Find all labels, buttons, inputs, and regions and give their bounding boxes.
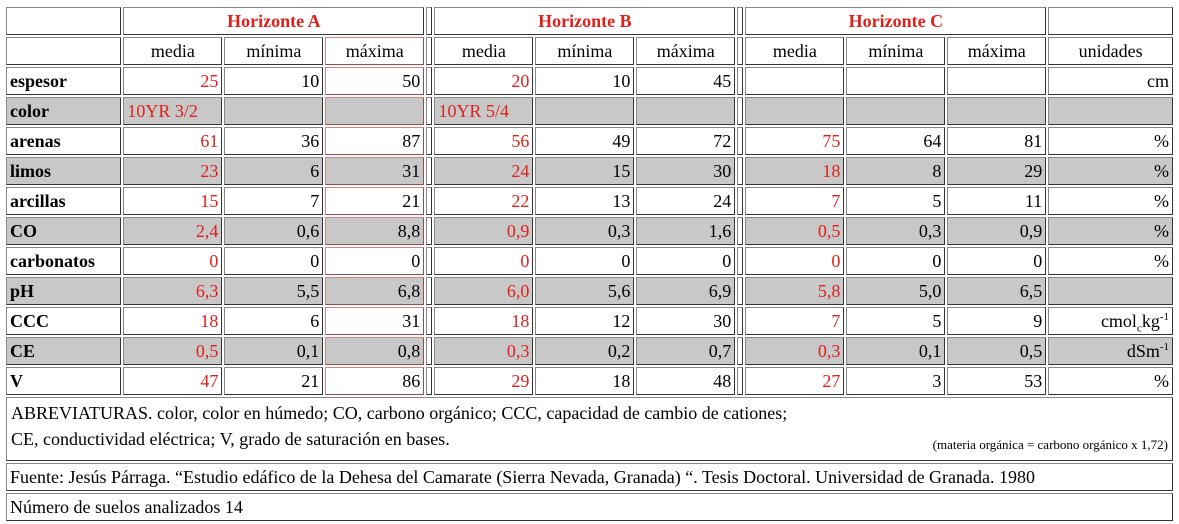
column-separator [737, 307, 743, 335]
header-media-c: media [745, 37, 844, 65]
header-minima-c: mínima [846, 37, 945, 65]
cell-a-media: 0 [123, 247, 222, 275]
row-label: color [6, 97, 121, 125]
cell-c-maxima: 81 [947, 127, 1046, 155]
row-label: carbonatos [6, 247, 121, 275]
abbreviations-line-1: ABREVIATURAS. color, color en húmedo; CO, carbono orgánico; CCC, capacidad de cambio de cationes; [11, 403, 788, 423]
header-minima-b: mínima [535, 37, 634, 65]
header-unidades: unidades [1048, 37, 1173, 65]
cell-b-maxima: 0 [636, 247, 735, 275]
cell-c-media [745, 97, 844, 125]
cell-a-media: 10YR 3/2 [123, 97, 222, 125]
column-separator [737, 247, 743, 275]
cell-b-maxima: 0,7 [636, 337, 735, 365]
cell-b-media: 0,3 [434, 337, 533, 365]
header-media-a: media [123, 37, 222, 65]
header-media-b: media [434, 37, 533, 65]
cell-c-maxima: 9 [947, 307, 1046, 335]
cell-c-minima: 5 [846, 187, 945, 215]
table-row-arcillas [6, 187, 1173, 215]
cell-a-minima: 0,6 [224, 217, 323, 245]
source-year: 1980 [999, 467, 1036, 487]
column-separator [426, 37, 432, 65]
cell-b-media: 6,0 [434, 277, 533, 305]
column-separator [426, 277, 432, 305]
horizon-c-header: Horizonte C [745, 7, 1046, 35]
column-separator [426, 367, 432, 395]
column-separator [426, 127, 432, 155]
unit-ccc-sup: -1 [1159, 311, 1169, 323]
cell-c-minima [846, 67, 945, 95]
row-label: arcillas [6, 187, 121, 215]
unit-ccc-sub: c [1136, 322, 1142, 335]
cell-a-media: 61 [123, 127, 222, 155]
cell-a-maxima: 31 [325, 157, 424, 185]
cell-c-maxima: 0 [947, 247, 1046, 275]
source-row [6, 463, 1173, 491]
abbreviations-line-2: CE, conductividad eléctrica; V, grado de saturación en bases. [11, 429, 450, 449]
cell-c-media: 18 [745, 157, 844, 185]
cell-c-maxima: 6,5 [947, 277, 1046, 305]
unit-cell: % [1048, 367, 1173, 395]
cell-b-maxima: 72 [636, 127, 735, 155]
cell-b-media: 0,9 [434, 217, 533, 245]
row-label: espesor [6, 67, 121, 95]
cell-c-media: 5,8 [745, 277, 844, 305]
unit-cell [1048, 277, 1173, 305]
cell-b-media: 56 [434, 127, 533, 155]
cell-a-maxima: 50 [325, 67, 424, 95]
unit-cell: % [1048, 157, 1173, 185]
cell-b-media: 22 [434, 187, 533, 215]
cell-b-media: 20 [434, 67, 533, 95]
cell-a-minima: 0 [224, 247, 323, 275]
cell-b-minima: 15 [535, 157, 634, 185]
cell-c-minima: 5,0 [846, 277, 945, 305]
column-separator [737, 157, 743, 185]
cell-b-maxima: 24 [636, 187, 735, 215]
cell-b-maxima: 1,6 [636, 217, 735, 245]
cell-b-minima: 12 [535, 307, 634, 335]
source-cell [6, 463, 1173, 491]
table-row-espesor [6, 67, 1173, 95]
cell-a-maxima [325, 97, 424, 125]
cell-c-minima: 0,1 [846, 337, 945, 365]
cell-c-media: 27 [745, 367, 844, 395]
cell-a-media: 25 [123, 67, 222, 95]
units-corner-cell [1048, 7, 1173, 35]
soil-data-table [4, 5, 1175, 523]
unit-cell: % [1048, 127, 1173, 155]
column-separator [737, 37, 743, 65]
row-label: CO [6, 217, 121, 245]
cell-a-media: 6,3 [123, 277, 222, 305]
column-separator [426, 187, 432, 215]
unit-ccc-base: cmol [1100, 311, 1137, 331]
cell-b-media: 10YR 5/4 [434, 97, 533, 125]
unit-cell [1048, 307, 1173, 335]
table-row-v [6, 367, 1173, 395]
cell-a-media: 47 [123, 367, 222, 395]
column-separator [426, 7, 432, 35]
source-text: Fuente: Jesús Párraga. “Estudio edáfico de la Dehesa del Camarate (Sierra Nevada, Granada) “. Tesis Doctoral. Universidad de Granada. [10, 467, 995, 487]
cell-b-minima: 18 [535, 367, 634, 395]
cell-c-media: 0,5 [745, 217, 844, 245]
cell-a-minima: 0,1 [224, 337, 323, 365]
cell-c-media: 7 [745, 187, 844, 215]
column-separator [737, 97, 743, 125]
unit-cell: % [1048, 217, 1173, 245]
cell-a-media: 15 [123, 187, 222, 215]
unit-ce-sup: -1 [1159, 341, 1169, 353]
cell-c-minima: 0,3 [846, 217, 945, 245]
cell-a-maxima: 0,8 [325, 337, 424, 365]
cell-c-media: 7 [745, 307, 844, 335]
cell-c-maxima: 0,5 [947, 337, 1046, 365]
cell-c-maxima: 11 [947, 187, 1046, 215]
row-label: arenas [6, 127, 121, 155]
header-minima-a: mínima [224, 37, 323, 65]
horizon-a-header: Horizonte A [123, 7, 424, 35]
column-separator [737, 187, 743, 215]
cell-a-media: 18 [123, 307, 222, 335]
row-label: pH [6, 277, 121, 305]
table-row-color [6, 97, 1173, 125]
unit-cell: % [1048, 247, 1173, 275]
cell-a-maxima: 8,8 [325, 217, 424, 245]
column-separator [426, 67, 432, 95]
cell-a-minima [224, 97, 323, 125]
column-separator [737, 367, 743, 395]
cell-b-minima: 0 [535, 247, 634, 275]
header-maxima-b: máxima [636, 37, 735, 65]
cell-a-media: 0,5 [123, 337, 222, 365]
soil-count: Número de suelos analizados 14 [6, 493, 1173, 521]
cell-b-minima: 0,3 [535, 217, 634, 245]
table-row-carbonatos [6, 247, 1173, 275]
cell-c-media: 0,3 [745, 337, 844, 365]
column-separator [426, 217, 432, 245]
column-separator [737, 127, 743, 155]
cell-a-maxima: 87 [325, 127, 424, 155]
column-separator [426, 157, 432, 185]
cell-c-maxima: 29 [947, 157, 1046, 185]
cell-b-media: 29 [434, 367, 533, 395]
unit-cell [1048, 337, 1173, 365]
cell-a-minima: 10 [224, 67, 323, 95]
cell-a-minima: 5,5 [224, 277, 323, 305]
cell-a-minima: 36 [224, 127, 323, 155]
organic-matter-note: (materia orgánica = carbono orgánico x 1,72) [932, 437, 1168, 452]
unit-ccc-mid: kg [1141, 311, 1160, 331]
unit-cell [1048, 97, 1173, 125]
column-separator [737, 67, 743, 95]
abbreviations-line-2-wrap [11, 426, 1168, 452]
cell-c-minima [846, 97, 945, 125]
cell-c-maxima: 53 [947, 367, 1046, 395]
table-row-ce [6, 337, 1173, 365]
cell-a-minima: 21 [224, 367, 323, 395]
cell-a-minima: 7 [224, 187, 323, 215]
cell-a-media: 23 [123, 157, 222, 185]
table-row-ph [6, 277, 1173, 305]
cell-b-media: 24 [434, 157, 533, 185]
corner-cell [6, 37, 121, 65]
cell-c-maxima [947, 67, 1046, 95]
cell-b-media: 18 [434, 307, 533, 335]
abbreviations-row [6, 397, 1173, 461]
column-separator [737, 277, 743, 305]
horizon-b-header: Horizonte B [434, 7, 735, 35]
row-label: limos [6, 157, 121, 185]
horizon-header-row [6, 7, 1173, 35]
table-row-limos [6, 157, 1173, 185]
column-separator [426, 337, 432, 365]
unit-cell: cm [1048, 67, 1173, 95]
cell-c-media [745, 67, 844, 95]
cell-c-media: 75 [745, 127, 844, 155]
cell-a-minima: 6 [224, 307, 323, 335]
count-row [6, 493, 1173, 521]
cell-b-maxima: 30 [636, 157, 735, 185]
row-label: V [6, 367, 121, 395]
table-row-ccc [6, 307, 1173, 335]
cell-c-minima: 5 [846, 307, 945, 335]
column-separator [737, 217, 743, 245]
cell-b-minima [535, 97, 634, 125]
cell-b-maxima: 30 [636, 307, 735, 335]
corner-cell [6, 7, 121, 35]
header-maxima-a: máxima [325, 37, 424, 65]
cell-b-minima: 13 [535, 187, 634, 215]
cell-c-maxima [947, 97, 1046, 125]
cell-a-maxima: 0 [325, 247, 424, 275]
abbreviations-note [6, 397, 1173, 461]
cell-c-media: 0 [745, 247, 844, 275]
column-separator [737, 337, 743, 365]
cell-a-maxima: 31 [325, 307, 424, 335]
header-maxima-c: máxima [947, 37, 1046, 65]
row-label: CCC [6, 307, 121, 335]
cell-a-media: 2,4 [123, 217, 222, 245]
column-separator [426, 247, 432, 275]
cell-b-maxima: 6,9 [636, 277, 735, 305]
cell-c-minima: 64 [846, 127, 945, 155]
cell-b-maxima [636, 97, 735, 125]
table-row-co [6, 217, 1173, 245]
unit-ce-base: dSm [1126, 341, 1160, 361]
cell-a-maxima: 86 [325, 367, 424, 395]
row-label: CE [6, 337, 121, 365]
column-separator [426, 307, 432, 335]
cell-b-minima: 10 [535, 67, 634, 95]
column-separator [737, 7, 743, 35]
cell-c-minima: 3 [846, 367, 945, 395]
column-separator [426, 97, 432, 125]
cell-a-maxima: 6,8 [325, 277, 424, 305]
cell-b-minima: 0,2 [535, 337, 634, 365]
unit-cell: % [1048, 187, 1173, 215]
cell-a-maxima: 21 [325, 187, 424, 215]
cell-b-minima: 5,6 [535, 277, 634, 305]
cell-b-minima: 49 [535, 127, 634, 155]
cell-c-maxima: 0,9 [947, 217, 1046, 245]
cell-a-minima: 6 [224, 157, 323, 185]
cell-b-media: 0 [434, 247, 533, 275]
cell-b-maxima: 48 [636, 367, 735, 395]
stat-header-row [6, 37, 1173, 65]
cell-c-minima: 8 [846, 157, 945, 185]
cell-c-minima: 0 [846, 247, 945, 275]
table-row-arenas [6, 127, 1173, 155]
cell-b-maxima: 45 [636, 67, 735, 95]
